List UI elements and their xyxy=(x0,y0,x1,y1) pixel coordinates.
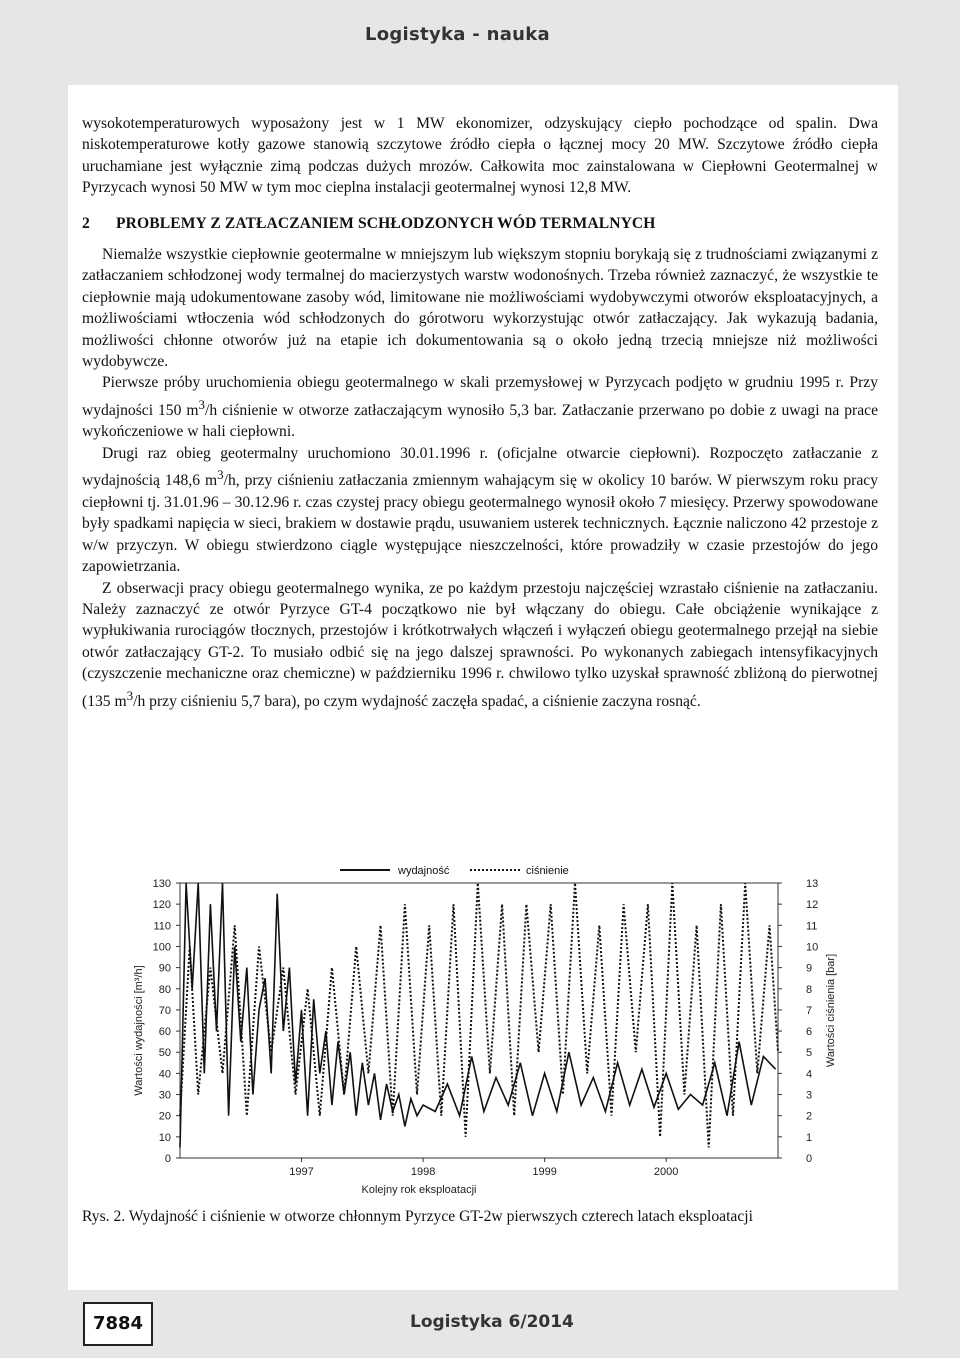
y2-tick-label: 3 xyxy=(806,1089,813,1102)
y2-tick-label: 6 xyxy=(806,1026,813,1039)
x-tick-label: 2000 xyxy=(653,1166,679,1178)
paragraph-4: Z obserwacji pracy obiegu geotermalnego wynika, ze po każdym przestoju najczęściej wzrastało ciśnienie na zatłaczaniu. Należy zaznaczyć ze otwór Pyrzyce GT-4 początkowo nie był włączany do obiegu. Całe obciążenie wynikające z wypłukiwania rurociągów tłocznych, przestojów i krótkotrwałych włączeń i wyłączeń obiegu geotermalnego przejął na siebie otwór zatłaczający GT-2. To musiało odbić się na jego dalszej sprawności. Po wykonanych zabiegach intensyfikacyjnych (czyszczenie mechaniczne oraz chemiczne) w październiku 1996 r. chwilowo tylko uzyskał sprawność zbliżoną do pierwotnej (135 $m^3/h$ przy ciśnieniu 5,7 bara), po czym wydajność zaczęła spadać, a ciśnienie zaczyna rosnąć. xyxy=(82,579,878,710)
y2-tick-label: 7 xyxy=(806,1004,813,1017)
page-number: 7884 xyxy=(83,1302,153,1346)
y-tick-label: 50 xyxy=(158,1047,171,1060)
y-tick-label: 70 xyxy=(158,1004,171,1017)
y2-tick-label: 12 xyxy=(806,899,819,912)
y2-tick-label: 5 xyxy=(806,1047,813,1060)
y2-tick-label: 10 xyxy=(806,941,819,954)
y2-tick-label: 1 xyxy=(806,1131,813,1144)
y2-tick-label: 0 xyxy=(806,1153,813,1165)
y-tick-label: 80 xyxy=(158,983,171,996)
x-axis-label: Kolejny rok eksploatacji xyxy=(361,1184,477,1196)
series-line-ciśnienie xyxy=(180,883,778,1147)
intro-paragraph: wysokotemperaturowych wyposażony jest w 1 MW ekonomizer, odzyskujący ciepło pochodzące od spalin. Dwa niskotemperaturowe kotły gazowe stanowią szczytowe źródło ciepła o łącznej mocy 20 MW. Szczytowe źródło ciepła uruchamiane jest wyłącznie zimą podczas dużych mrozów. Całkowita moc zainstalowana w Ciepłowni Geotermalnej w Pyrzycach wynosi 50 MW w tym moc cieplna instalacji geotermalnej wynosi 12,8 MW. xyxy=(82,115,878,197)
section-heading xyxy=(82,213,878,234)
y2-tick-label: 8 xyxy=(806,983,813,996)
y-tick-label: 10 xyxy=(158,1131,171,1144)
legend-label: wydajność xyxy=(398,865,450,877)
paragraph-1: Niemalże wszystkie ciepłownie geotermalne w mniejszym lub większym stopniu borykają się z trudnościami związanymi z zatłaczaniem schłodzonej wody termalnej do macierzystych warstw wodonośnych. Trzeba również zaznaczyć, że wszystkie te ciepłownie mają udokumentowane zasoby wód, limitowane nie możliwościami wydobywczymi otworów eksploatacyjnych, a możliwościami wtłoczenia wód schłodzonych do górotworu wykorzystując otwór zatłaczający. Jak wykazują badania, możliwości chłonne otworów już na etapie ich dokumentowania są o około jedną trzecią mniejsze niż możliwości wydobywcze. xyxy=(82,246,878,371)
y-tick-label: 60 xyxy=(158,1026,171,1039)
y2-axis-label: Wartości ciśnienia [bar] xyxy=(825,953,837,1068)
y2-tick-label: 13 xyxy=(806,878,819,890)
paragraph-2: Pierwsze próby uruchomienia obiegu geotermalnego w skali przemysłowej w Pyrzycach podjęto w grudniu 1995 r. Przy wydajności 150 $m^3/h$ ciśnienie w otworze zatłaczającym wynosiło 5,3 bar. Zatłaczanie przerwano po dobie z uwagi na prace wykończeniowe w hali ciepłowni. xyxy=(82,374,878,441)
y2-tick-label: 2 xyxy=(806,1110,813,1123)
y-tick-label: 90 xyxy=(158,962,171,975)
y2-tick-label: 9 xyxy=(806,962,813,975)
y-tick-label: 0 xyxy=(164,1153,171,1165)
y2-tick-label: 4 xyxy=(806,1068,813,1081)
legend-label: ciśnienie xyxy=(526,865,569,877)
y-tick-label: 100 xyxy=(152,941,171,954)
y-tick-label: 110 xyxy=(153,920,171,933)
y-tick-label: 40 xyxy=(158,1068,171,1081)
y2-tick-label: 11 xyxy=(806,920,818,933)
y-tick-label: 120 xyxy=(152,899,171,912)
section-number: 2 xyxy=(82,214,90,232)
y-tick-label: 20 xyxy=(158,1110,171,1123)
paragraph-3: Drugi raz obieg geotermalny uruchomiono 30.01.1996 r. (oficjalne otwarcie ciepłowni). Rozpoczęto zatłaczanie z wydajnością 148,6 $m^3/h$, przy ciśnieniu zatłaczania zmiennym wahającym się w okolicy 10 barów. W pierwszym roku pracy ciepłowni tj. 31.01.96 – 30.12.96 r. czas czystej pracy obiegu geotermalnego wynosił około 7 miesięcy. Przerwy spowodowane były spadkami napięcia w sieci, brakiem w dostawie prądu, usuwaniem usterek technicznych. Łącznie naliczono 42 przestoje z w/w przyczyn. W obiegu stwierdzono ciągle występujące nieszczelności, które prowadziły w czasie przestojów do jego zapowietrzania. xyxy=(82,444,878,576)
y-tick-label: 130 xyxy=(152,878,171,890)
x-tick-label: 1998 xyxy=(410,1166,436,1178)
y-tick-label: 30 xyxy=(158,1089,171,1102)
article-body xyxy=(82,113,878,712)
journal-issue: Logistyka 6/2014 xyxy=(410,1312,574,1332)
section-title: PROBLEMY Z ZATŁACZANIEM SCHŁODZONYCH WÓD TERMALNYCH xyxy=(116,214,656,232)
figure-chart xyxy=(120,858,840,1203)
figure-caption: Rys. 2. Wydajność i ciśnienie w otworze chłonnym Pyrzyce GT-2w pierwszych czterech latach eksploatacji xyxy=(82,1208,753,1225)
series-line-wydajność xyxy=(180,883,776,1147)
chart-svg xyxy=(120,858,840,1203)
y-axis-label: Wartości wydajności [m³/h] xyxy=(133,965,145,1096)
x-tick-label: 1997 xyxy=(289,1166,314,1178)
running-header: Logistyka - nauka xyxy=(364,24,550,45)
plot-area xyxy=(180,883,778,1158)
x-tick-label: 1999 xyxy=(532,1166,557,1178)
